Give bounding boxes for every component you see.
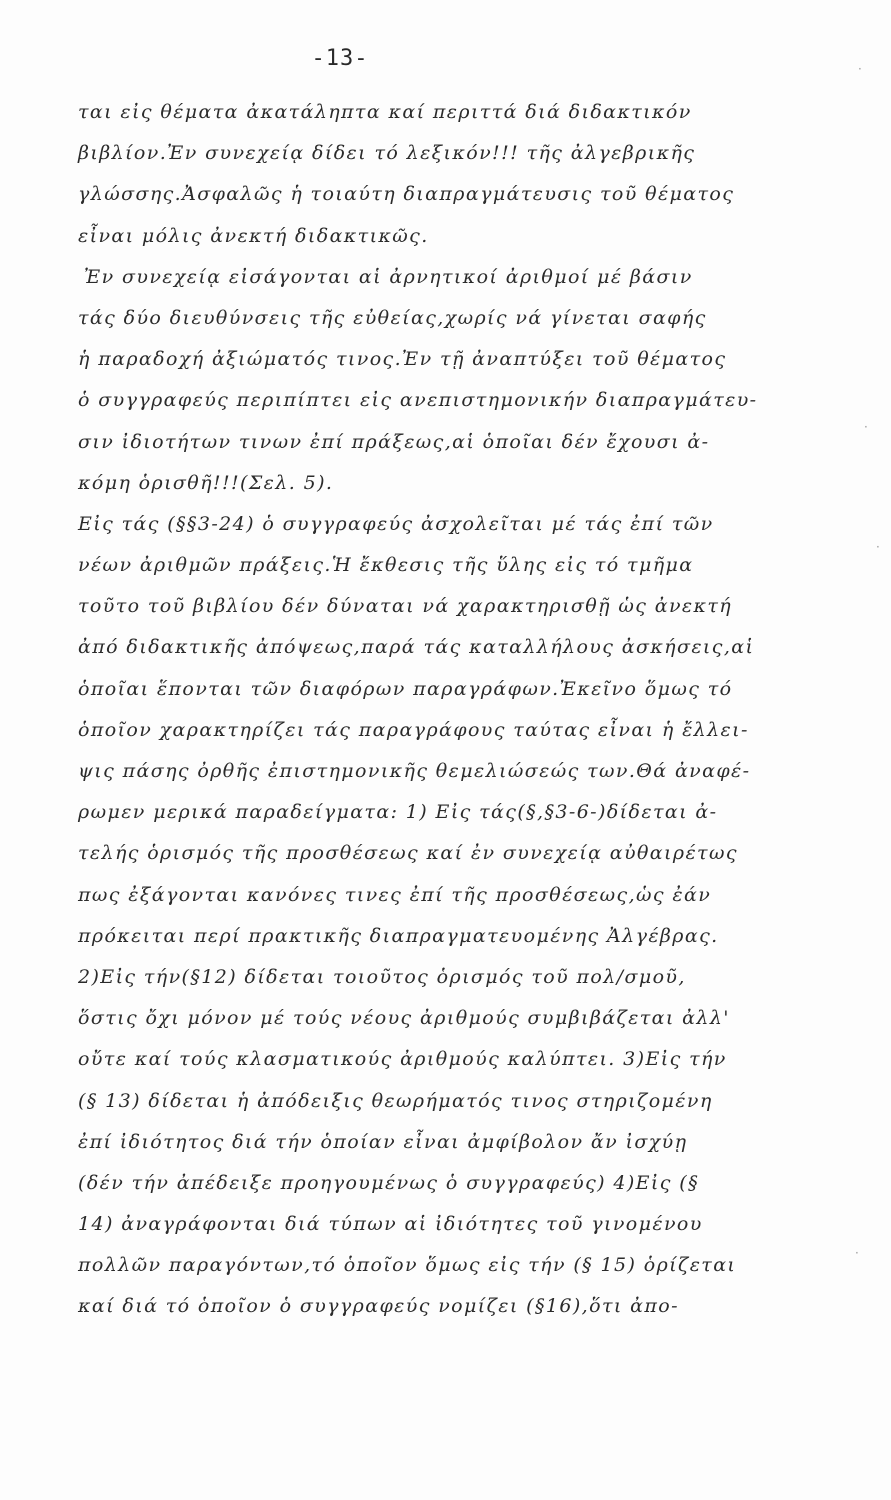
text-line-13: τοῦτο τοῦ βιβλίου δέν δύναται νά χαρακτηρισθῇ ὡς ἀνεκτή [78, 595, 733, 618]
text-line-18: ρωμεν μερικά παραδείγματα: 1) Εἰς τάς(§,§3-6-)δίδεται ἀ- [78, 801, 718, 824]
text-line-19: τελής ὁρισμός τῆς προσθέσεως καί ἐν συνεχείᾳ αὐθαιρέτως [78, 842, 738, 865]
text-line-24: οὔτε καί τούς κλασματικούς ἀριθμούς καλύπτει. 3)Εἰς τήν [78, 1048, 727, 1071]
margin-speck: · [858, 62, 862, 76]
text-line-4: εἶναι μόλις ἀνεκτή διδακτικῶς. [78, 224, 429, 247]
text-line-30: καί διά τό ὁποῖον ὁ συγγραφεύς νομίζει (§16),ὅτι ἀπο- [78, 1295, 679, 1318]
text-line-15: ὁποῖαι ἕπονται τῶν διαφόρων παραγράφων.Ἐκεῖνο ὅμως τό [78, 677, 733, 700]
text-line-9: σιν ἰδιοτήτων τινων ἐπί πράξεως,αἱ ὁποῖαι δέν ἔχουσι ἀ- [78, 430, 710, 453]
text-line-2: βιβλίον.Ἐν συνεχείᾳ δίδει τό λεξικόν!!! τῆς ἀλγεβρικῆς [78, 142, 696, 165]
page-number: -13- [311, 46, 369, 71]
margin-speck: · [855, 1246, 859, 1260]
margin-speck: · [876, 540, 880, 554]
text-line-3: γλώσσης.Ἀσφαλῶς ἡ τοιαύτη διαπραγμάτευσις τοῦ θέματος [78, 183, 735, 206]
text-line-6: τάς δύο διευθύνσεις τῆς εὐθείας,χωρίς νά γίνεται σαφής [78, 306, 707, 329]
text-line-26: ἐπί ἰδιότητος διά τήν ὁποίαν εἶναι ἀμφίβολον ἄν ἰσχύῃ [78, 1130, 688, 1153]
text-line-25: (§ 13) δίδεται ἡ ἀπόδειξις θεωρήματός τινος στηριζομένη [78, 1089, 713, 1112]
body-text [78, 92, 848, 1328]
text-line-21: πρόκειται περί πρακτικῆς διαπραγματευομένης Ἀλγέβρας. [78, 924, 719, 947]
margin-speck: · [864, 420, 868, 434]
text-line-28: 14) ἀναγράφονται διά τύπων αἱ ἰδιότητες τοῦ γινομένου [78, 1213, 703, 1236]
text-line-20: πως ἐξάγονται κανόνες τινες ἐπί τῆς προσθέσεως,ὡς ἐάν [78, 883, 712, 906]
text-line-16: ὁποῖον χαρακτηρίζει τάς παραγράφους ταύτας εἶναι ἡ ἔλλει- [78, 718, 749, 741]
text-line-23: ὅστις ὄχι μόνον μέ τούς νέους ἀριθμούς συμβιβάζεται ἀλλ' [78, 1007, 730, 1030]
text-line-11: Εἰς τάς (§§3-24) ὁ συγγραφεύς ἀσχολεῖται μέ τάς ἐπί τῶν [78, 512, 714, 535]
text-line-5: Ἐν συνεχείᾳ εἰσάγονται αἱ ἀρνητικοί ἀριθμοί μέ βάσιν [84, 265, 693, 288]
text-line-7: ἡ παραδοχή ἀξιώματός τινος.Ἐν τῇ ἀναπτύξει τοῦ θέματος [78, 348, 727, 371]
text-line-10: κόμη ὁρισθῆ!!!(Σελ. 5). [78, 471, 334, 494]
text-line-22: 2)Εἰς τήν(§12) δίδεται τοιοῦτος ὁρισμός τοῦ πολ/σμοῦ, [78, 965, 686, 988]
text-line-8: ὁ συγγραφεύς περιπίπτει εἰς ανεπιστημονικήν διαπραγμάτευ- [78, 389, 758, 412]
text-line-12: νέων ἀριθμῶν πράξεις.Ἡ ἔκθεσις τῆς ὕλης εἰς τό τμῆμα [78, 554, 694, 577]
text-line-17: ψις πάσης ὀρθῆς ἐπιστημονικῆς θεμελιώσεώς των.Θά ἀναφέ- [78, 760, 751, 782]
text-line-29: πολλῶν παραγόντων,τό ὁποῖον ὅμως εἰς τήν (§ 15) ὁρίζεται [78, 1254, 737, 1277]
text-line-27: (δέν τήν ἀπέδειξε προηγουμένως ὁ συγγραφεύς) 4)Εἰς (§ [78, 1171, 699, 1194]
text-line-14: ἀπό διδακτικῆς ἀπόψεως,παρά τάς καταλλήλους ἀσκήσεις,αἱ [78, 636, 755, 659]
text-line-1: ται εἰς θέματα ἀκατάληπτα καί περιττά διά διδακτικόν [78, 101, 692, 123]
